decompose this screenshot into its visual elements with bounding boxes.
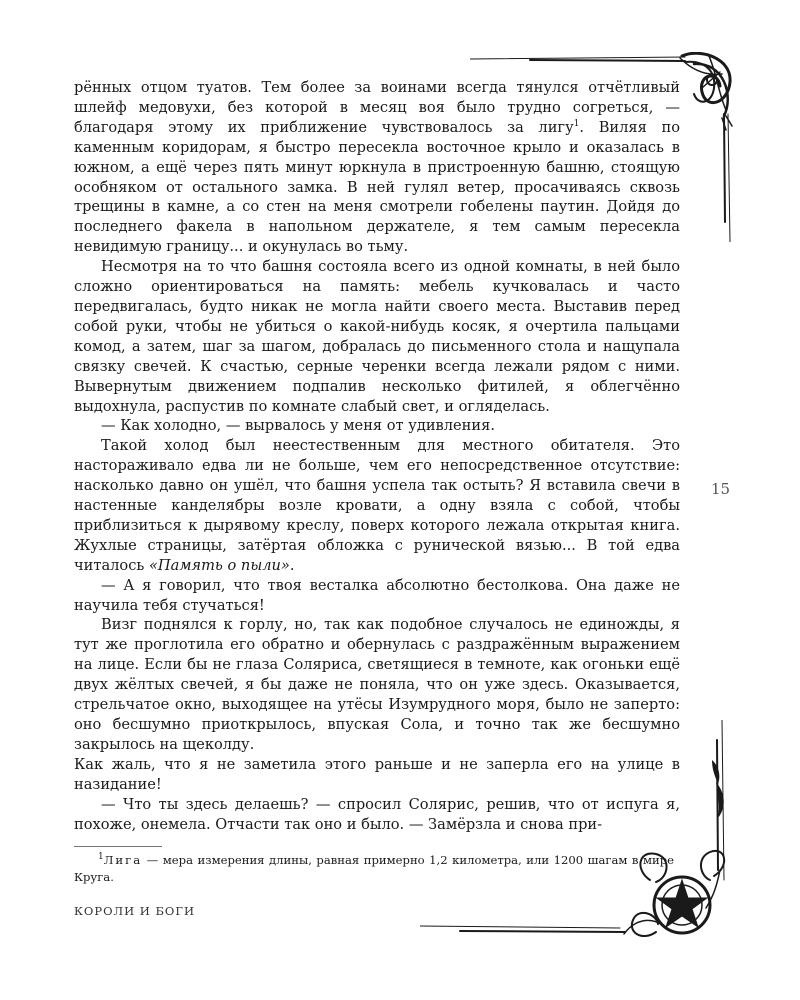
page-number: 15 — [711, 480, 731, 498]
paragraph-text: Такой холод был неестественным для местного обитателя. Это настораживало едва ли не больше, чем его непосредственное отсутствие: насколько давно он ушёл, что башня успела так остыть? Я вставила свечи в настенные канделябры возле кровати, а одну взяла с собой, чтобы приблизиться к дырявому креслу, поверх которого лежала открытая книга. Жухлые страницы, затёртая обложка с рунической вязью... В той едва читалось — [74, 437, 680, 574]
paragraph: — А я говорил, что твоя весталка абсолютно бестолкова. Она даже не научила тебя стучаться! — [74, 576, 680, 614]
star-icon — [657, 880, 707, 927]
paragraph: — Как холодно, — вырвалось у меня от удивления. — [101, 417, 495, 435]
corner-ornament-bottom-icon — [420, 720, 730, 940]
footnote-reference: 1 — [573, 118, 580, 129]
footnote-text: — мера измерения длины, равная примерно 1,2 километра, или 1200 шагам в мире Круга. — [74, 853, 674, 884]
footnote-term: Лига — [103, 853, 143, 867]
corner-ornament-top-icon — [470, 52, 740, 242]
paragraph: Как жаль, что я не заметила этого раньше и не заперла его на улице в назидание! — [74, 755, 680, 793]
paragraph: — Что ты здесь делаешь? — спросил Солярис, решив, что от испуга я, похоже, онемела. Отчасти так оно и было. — Замёрзла и снова при- — [74, 795, 680, 833]
paragraph: Несмотря на то что башня состояла всего из одной комнаты, в ней было сложно ориентироваться на память: мебель кучковалась и часто передвигалась, будто никак не могла найти своего места. Выставив перед собой руки, чтобы не убиться о какой-нибудь косяк, я очертила пальцами комод, а затем, шаг за шагом, добралась до письменного стола и нащупала связку свечей. К счастью, серные черенки всегда лежали рядом с ними. Вывернутым движением подпалив несколько фитилей, я облегчённо выдохнула, распустив по комнате слабый свет, и огляделась. — [74, 258, 680, 415]
paragraph-text: . Виляя по каменным коридорам, я быстро пересекла восточное крыло и оказалась в южном, а ещё через пять минут юркнула в пристроенную башню, стоящую особняком от остального замка. В ней гулял ветер, просачиваясь сквозь трещины в камне, а со стен на меня смотрели гобелены паутин. Дойдя до последнего факела в напольном держателе, я тем самым пересекла невидимую границу... и окунулась во тьму. — [74, 118, 680, 256]
paragraph — [74, 436, 680, 575]
paragraph-text: . — [289, 556, 295, 574]
footnote-divider — [74, 846, 162, 847]
book-title: «Память о пыли» — [148, 556, 290, 574]
paragraph-text: рённых отцом туатов. Тем более за воинами всегда тянулся отчётливый шлейф медовухи, без которой в месяц воя было трудно согреться, — благодаря этому их приближение чувствовалось за лигу — [74, 79, 680, 136]
running-footer: КОРОЛИ И БОГИ — [74, 904, 195, 918]
footnote-mark: 1 — [98, 852, 104, 863]
paragraph: Визг поднялся к горлу, но, так как подобное случалось не единожды, я тут же проглотила его обратно и обернулась с раздражённым выражением на лице. Если бы не глаза Соляриса, светящиеся в темноте, как огоньки ещё двух жёлтых свечей, я бы даже не поняла, что он уже здесь. Оказывается, стрельчатое окно, выходящее на утёсы Изумрудного моря, было не заперто: оно бесшумно приоткрылось, впуская Сола, и точно так же бесшумно закрылось на щеколду. — [74, 616, 680, 753]
